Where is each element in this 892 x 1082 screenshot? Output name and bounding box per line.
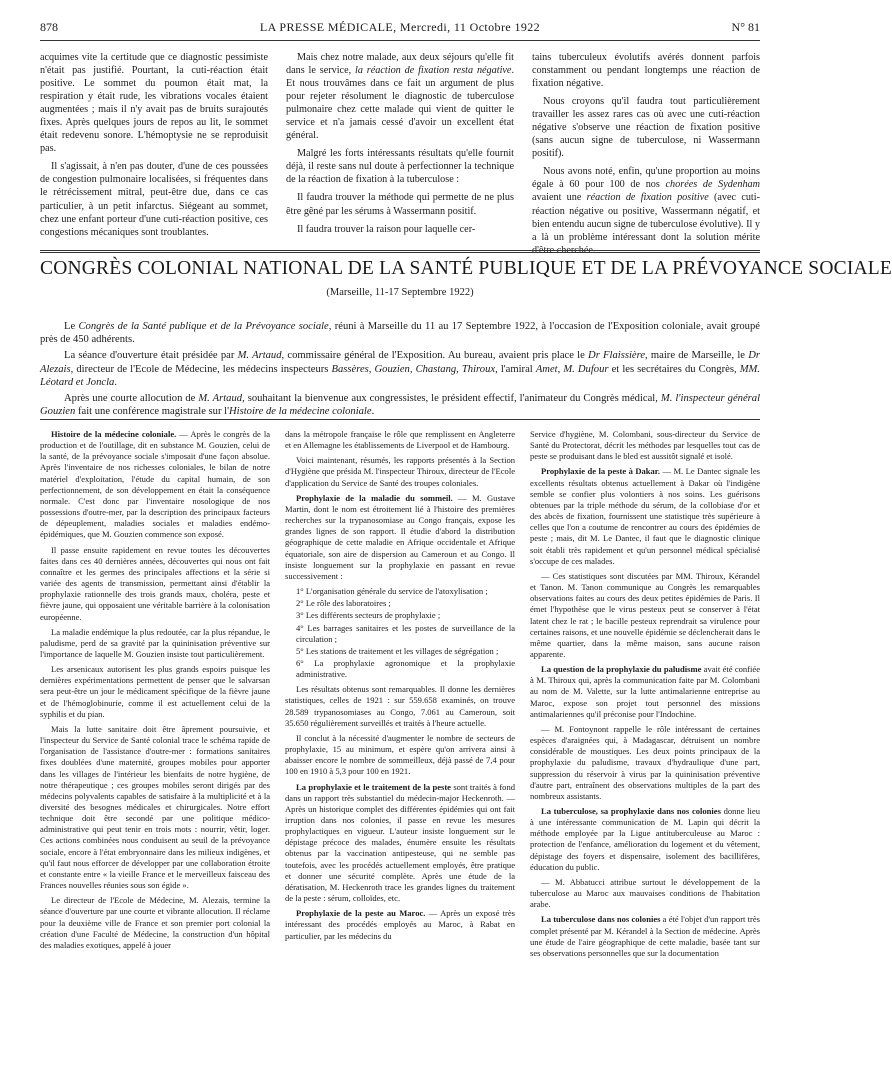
paragraph <box>286 51 514 142</box>
paragraph: Voici maintenant, résumés, les rapports présentés à la Section d'Hygiène que présida M. l'inspecteur Thiroux, directeur de l'Ecole d'application du Service de Santé des troupes coloniales. <box>285 455 515 488</box>
section-subtitle: (Marseille, 11-17 Septembre 1922) <box>326 287 474 298</box>
text: , réuni à Marseille du 11 au 17 Septembre 1922, à l'occasion de l'Exposition coloniale, avait groupé près de 450 adhérents. <box>40 321 760 346</box>
person-name: Amet, M. Dufour <box>535 363 609 375</box>
person-name: M. Artaud <box>198 393 243 405</box>
list-item: 6° La prophylaxie agronomique et la prophylaxie administrative. <box>296 657 515 680</box>
list-item: 3° Les différents secteurs de prophylaxie ; <box>296 610 441 621</box>
text: , directeur de l'Ecole de Médecine, les médecins inspecteurs <box>70 363 332 375</box>
subheading: La tuberculose, sa prophylaxie dans nos colonies <box>541 806 721 816</box>
paragraph: Le directeur de l'Ecole de Médecine, M. Alezais, termine la séance d'ouverture par une courte et vibrante allocution. Il réclame pour la deuxième ville de France et son premier port colonial la création d'une Faculté de Médecine, la construction d'un hôpital des maladies exotiques, appelé à jouer <box>40 895 270 950</box>
top-column-2 <box>286 51 514 241</box>
paragraph <box>40 429 270 541</box>
top-column-1 <box>40 51 268 244</box>
list-item: 5° Les stations de traitement et les villages de ségrégation ; <box>296 645 499 656</box>
section-intro <box>40 320 760 421</box>
paragraph: Il s'agissait, à n'en pas douter, d'une de ces poussées de congestion pulmonaire localisées, si fréquentes dans le rétrécissement mitral, peut-être due, dans ce cas particulier, à un petit infarctus. Siégeant au sommet, chez une enfant porteur d'une cuti-réaction positive, ces congestions mécaniques sont troublantes. <box>40 161 268 238</box>
italic-text: Congrès de la Santé publique et de la Prévoyance sociale <box>78 321 329 332</box>
paragraph <box>285 493 515 582</box>
text: Le <box>64 321 79 332</box>
paragraph <box>532 165 760 256</box>
text: — M. Le Dantec signale les excellents résultats obtenus actuellement à Dakar où l'indigène semble se confier plus volontiers à nos soins. Les guérisons obtenues par la triple méthode du sérum, de la collobiase d'or et des abcès de fixation, fournissent une statistique très supérieure à celles que l'on a coutume de rencontrer au cours des épidémies de peste ; mais, dit M. Le Dantec, il faut que le diagnostic clinique soit établi très rapidement et qu'un personnel médical spécialisé s'occupe de ces malades. <box>530 466 760 566</box>
text: , souhaitant la bienvenue aux congressistes, le président effectif, l'animateur du Congrès médical, <box>242 393 661 405</box>
person-name: Dr Flaissière <box>588 350 646 362</box>
paragraph <box>530 806 760 873</box>
text: . <box>371 406 375 418</box>
text: . <box>114 376 117 388</box>
text: (avec cuti-réaction négative ou positive, Wassermann négatif, et bien entendu aucun signe de tuberculose évolutive). Il y a là un problème intéressant dont la solution mérite d'être cherchée. <box>532 192 760 256</box>
person-name: Dr Alezais <box>40 350 760 375</box>
text: . Et nous trouvâmes dans ce fait un argument de plus pour rejeter résolument le diagnostic de tuberculose pulmonaire chez cette malade qui vient de quitter le service et n'a jamais cessé d'avoir un excellent état général. <box>286 65 514 142</box>
section-rule-top-2 <box>40 252 760 253</box>
italic-text: Histoire de la médecine coloniale <box>229 406 372 418</box>
text: , l'amiral <box>495 363 536 375</box>
text: , maire de Marseille, le <box>645 350 749 362</box>
person-name: MM. Léotard et Joncla <box>40 363 761 388</box>
section-title: CONGRÈS COLONIAL NATIONAL DE LA SANTÉ PUBLIQUE ET DE LA PRÉVOYANCE SOCIALE <box>40 258 892 279</box>
text: , commissaire général de l'Exposition. Au bureau, avaient pris place le <box>281 350 589 362</box>
paragraph: Les arsenicaux autorisent les plus grands espoirs puisque les dernières expérimentations permettent de penser que le salvarsan sera peut-être un jour le médicament spécifique de la fièvre jaune et de l'hémoglobinurie, comme il est actuellement celui de la syphilis et du pian. <box>40 664 270 719</box>
paragraph: — M. Fontoynont rappelle le rôle intéressant de certaines espèces d'araignées qui, à Madagascar, détruisent un nombre considérable de moustiques. Les deux points principaux de la prophylaxie du paludisme, travaux d'hydraulique d'une part, suppression du réservoir à virus par la quininisation préventive d'autre part, entraînent des observations multiples de la part des nombreux assistants. <box>530 723 760 801</box>
paragraph: — Ces statistiques sont discutées par MM. Thiroux, Kérandel et Tanon. M. Tanon communique au Congrès les remarquables observations faites au cours des deux petites épidémies de Paris. Il émet l'hypothèse que le virus pesteux peut se conserver à l'état latent chez le rat ; le bacille pesteux reprendrait sa virulence pour certaines raisons, et une nouvelle épidémie se déclencherait dans le même quartier, dans la même maison, sans aucune raison apparente. <box>530 570 760 659</box>
paragraph <box>530 664 760 720</box>
paragraph: tains tuberculeux évolutifs avérés donnent parfois constamment ou pendant longtemps une réaction de fixation négative. <box>532 52 760 90</box>
paragraph <box>285 782 515 905</box>
page-number: 878 <box>40 20 58 34</box>
text: a été l'objet d'un rapport très complet présenté par M. Kérandel à la Section de médecine. Après une étude de l'aire géographique de cette maladie, basée tant sur ses observations personnelles que sur la documentation <box>530 914 760 958</box>
report-column-2 <box>285 429 515 946</box>
italic-text: la réaction de fixation resta négative <box>355 65 512 77</box>
running-header <box>40 20 760 38</box>
paragraph: Il faudra trouver la raison pour laquelle cer- <box>297 223 476 235</box>
journal-title: LA PRESSE MÉDICALE, Mercredi, 11 Octobre 1922 <box>259 20 541 34</box>
paragraph <box>40 320 760 346</box>
paragraph: Les résultats obtenus sont remarquables. Il donne les dernières statistiques, celles de 1921 : sur 559.658 examinés, on trouve 28.589 trypanosomiases au Congo, 7.061 au Cameroun, soit 35.650 régulièrement surveillés et traités à l'heure actuelle. <box>285 684 515 728</box>
paragraph <box>530 466 760 566</box>
paragraph: Nous croyons qu'il faudra tout particulièrement travailler les assez rares cas où avec une cuti-réaction négative s'observe une réaction de fixation positive (sans aucun signe de tuberculose, ni Wassermann positif). <box>532 96 760 160</box>
subheading: Prophylaxie de la maladie du sommeil. <box>296 492 453 503</box>
paragraph <box>40 392 760 418</box>
text: — M. Gustave Martin, dont le nom est étroitement lié à l'histoire des premières recherches sur la trypanosomiase au Congo français, expose les grandes lignes de son rapport. Il étudie d'abord la distribution géographique de cette maladie en Afrique occidentale et Afrique équatoriale, son aire de dispersion au Cameroun et au Congo. Il insiste longuement sur la prophylaxie en passant en revue successivement : <box>285 492 515 581</box>
subheading: La prophylaxie et le traitement de la peste <box>296 781 451 792</box>
subheading: La question de la prophylaxie du paludisme <box>541 664 702 675</box>
italic-text: chorées de Sydenham <box>665 179 760 191</box>
paragraph <box>530 914 760 959</box>
text: fait une conférence magistrale sur l' <box>75 406 229 418</box>
paragraph: Service d'hygiène, M. Colombani, sous-directeur du Service de Santé du Protectorat, décrit les méthodes par lesquelles tout cas de peste se produisant dans le bled est aussitôt signalé et isolé. <box>530 429 760 462</box>
person-name: M. Artaud <box>237 350 282 362</box>
text: La séance d'ouverture était présidée par <box>64 350 238 362</box>
text: Après une courte allocution de <box>64 393 199 405</box>
text: Nous avons noté, enfin, qu'une proportion au moins égale à 60 pour 100 de nos <box>532 166 760 191</box>
paragraph <box>40 349 760 389</box>
paragraph: Il faudra trouver la méthode qui permette de ne plus être gêné par les sérums à Wassermann positif. <box>286 192 514 217</box>
text: et les secrétaires du Congrès, <box>608 363 740 375</box>
list-item: 4° Les barrages sanitaires et les postes de surveillance de la circulation ; <box>296 622 515 644</box>
paragraph: Mais la lutte sanitaire doit être âprement poursuivie, et l'inspecteur du Service de Santé colonial trace le schéma rapide de l'organisation de l'assistance d'outre-mer : formations sanitaires fixes doublées d'une maternité, groupes mobiles pour apporter dans les villages de l'intérieur les bienfaits de notre hygiène, de notre thérapeutique ; ces groupes mobiles seront dirigés par des médecins polyvalents capables de satisfaire à la multiplicité et à la diversité des besognes médicales et chirurgicales. Notre effort technique doit être secondé par une politique médico-administrative qui peut tenir en trois mots : nourrir, vêtir, loger. Ces actions combinées nous conduisent au seuil de la prévoyance sociale, encore à l'état embryonnaire dans les milieux indigènes, et qu'il faut nous efforcer de développer par une collaboration étroite et constante entre « la vieille France et le merveilleux faisceau des Frances nouvelles réunies sous son égide ». <box>40 723 270 891</box>
section-rule-top <box>40 250 760 251</box>
issue-number: N° 81 <box>731 20 760 34</box>
person-name: M. l'inspecteur général Gouzien <box>40 393 761 418</box>
italic-text: réaction de fixation positive <box>586 192 709 204</box>
text: — Après le congrès de la production et de l'outillage, dit en substance M. Gouzien, celui de la santé, de la prévoyance sociale s'imposait d'une façon absolue. Après l'inventaire de nos richesses coloniales, le bilan de notre matériel d'exploitation, l'étude du capital humain, de son perfectionnement, de son développement en était la conséquence normale. C'est donc par l'inventaire nosologique de nos possessions d'outre-mer, par la description des principaux facteurs de dépeuplement, maladies sociales et maladies endémo-épidémiques, que M. Gouzien commence son exposé. <box>40 429 270 540</box>
top-column-3 <box>532 51 760 262</box>
paragraph: Malgré les forts intéressants résultats qu'elle fournit déjà, il reste sans nul doute à perfectionner la technique de la réaction de fixation à la tuberculose : <box>286 148 514 186</box>
text: sont traités à fond dans un rapport très substantiel du médecin-major Heckenroth. — Après un historique complet des différentes épidémies qui ont fait irruption dans nos colonies, il passe en revue les mesures prophylactiques en vigueur. L'auteur insiste longuement sur le dépistage précoce des malades, énumère ensuite les résultats obtenus par la vaccination antipesteuse, qui ne semble pas toutefois, avec les procédés actuellement employés, être pratique et donner une sécurité complète. Après une étude de la dératisation, M. Heckenroth trace les grandes lignes du traitement de la peste : sérum, colloïdes, etc. <box>285 781 515 904</box>
text: avait été confiée à M. Thiroux qui, après la communication faite par M. Colombani au nom de M. Valette, sur la lutte antimalarienne entreprise au Maroc, expose son projet tout personnel des missions antimalariennes qu'il préconise pour l'Indochine. <box>530 664 760 719</box>
header-rule <box>40 40 760 41</box>
paragraph: Il conclut à la nécessité d'augmenter le nombre de secteurs de prophylaxie, 15 au minimum, et espère qu'on arrivera ainsi à abaisser encore le nombre de sommeilleux, déjà passé de 7,4 pour 100 en 1910 à 5,3 pour 100 en 1921. <box>285 732 515 777</box>
report-column-1 <box>40 429 270 955</box>
paragraph: dans la métropole française le rôle que remplissent en Angleterre et en Allemagne les établissements de Liverpool et de Hambourg. <box>285 429 515 451</box>
paragraph: acquimes vite la certitude que ce diagnostic pessimiste n'était pas justifié. Pourtant, la cuti-réaction était positive. Le sommet du poumon était mat, la respiration y était rude, les vibrations vocales étaient augmentées ; mais il n'y avait pas de bruits surajoutés fixes. Après quelques jours de repos au lit, le sommet était redevenu sonore. L'hémoptysie ne se reproduisit pas. <box>40 52 268 155</box>
list-item: 2° Le rôle des laboratoires ; <box>296 598 391 609</box>
list-item: 1° L'organisation générale du service de l'atoxylisation ; <box>296 586 488 597</box>
section-rule-bottom <box>40 419 760 420</box>
paragraph <box>285 908 515 941</box>
report-column-3 <box>530 429 760 963</box>
paragraph: Il passe ensuite rapidement en revue toutes les découvertes faites dans ces 40 dernières années, découvertes qui nous ont fait connaître et les germes des principales affections et la série si variée des agents de transmission, permettant ainsi d'établir la prophylaxie rationnelle des trois grands maux, choléra, peste et fièvre jaune, qui opposaient une véritable barrière à la colonisation européenne. <box>40 544 270 622</box>
text: — Après un exposé très intéressant des procédés employés au Maroc, à Rabat en particulier, par les médecins du <box>285 908 515 941</box>
person-name: Bassères, Gouzien, Chastang, Thiroux <box>331 363 496 375</box>
subheading: Prophylaxie de la peste au Maroc. <box>296 908 426 919</box>
text: donne lieu à une intéressante communication de M. Lapin qui décrit la méthode employée par la Ligue antituberculeuse au Maroc : protection de l'enfance, amélioration du logement et du vêtement, dépistage des foyers et dispensaire, isolement des bacillifères, éducation du public. <box>530 806 760 872</box>
text: Mais chez notre malade, aux deux séjours qu'elle fit dans le service, <box>286 52 514 77</box>
paragraph: La maladie endémique la plus redoutée, car la plus répandue, le paludisme, perd de sa gravité par la quininisation préventive sur l'importance de laquelle M. Gouzien insiste tout particulièrement. <box>40 626 270 659</box>
text: avaient une <box>532 192 587 204</box>
paragraph: — M. Abbatucci attribue surtout le développement de la tuberculose au Maroc aux mauvaises conditions de l'habitation arabe. <box>530 876 760 910</box>
subheading: Histoire de la médecine coloniale. <box>51 429 177 439</box>
subheading: Prophylaxie de la peste à Dakar. <box>541 466 660 477</box>
subheading: La tuberculose dans nos colonies <box>541 914 661 925</box>
